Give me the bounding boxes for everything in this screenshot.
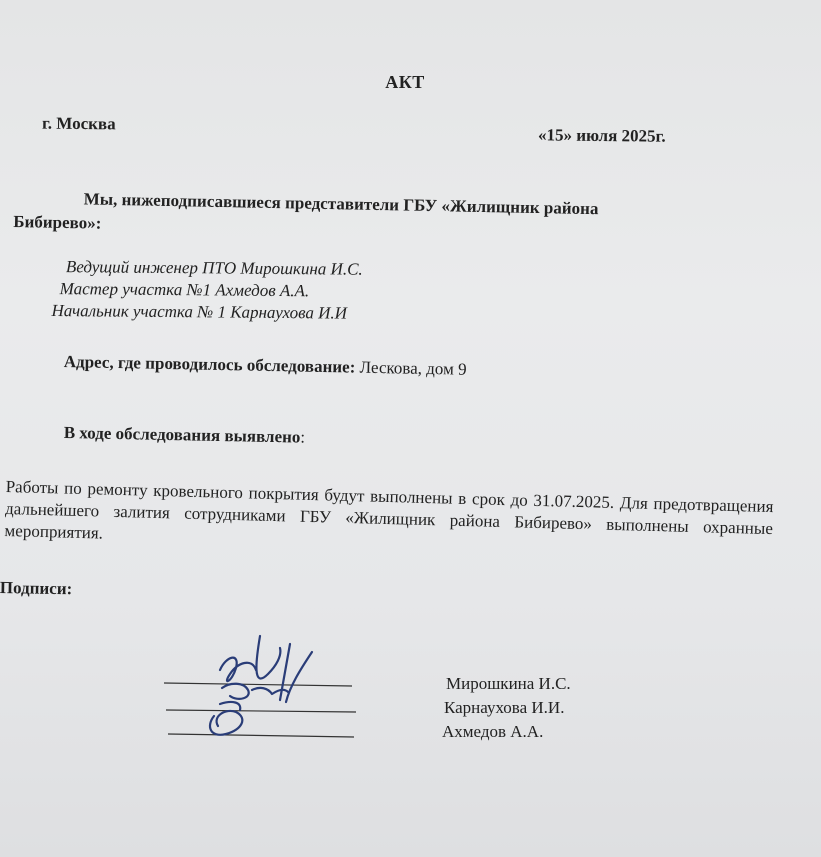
address-line: [64, 352, 467, 380]
commission-members: [51, 256, 362, 325]
member-item: Начальник участка № 1 Карнаухова И.И: [51, 300, 348, 323]
findings-text: Работы по ремонту кровельного покрытия будут выполнены в срок до 31.07.2025. Для предотвращения дальнейшего залития сотрудниками ГБУ «Жилищник района Бибирево» выполнены охранные мероприятия.: [4, 476, 774, 543]
signatory-name: Ахмедов А.А.: [442, 722, 544, 741]
document-date: «15» июля 2025г.: [537, 125, 666, 146]
address-value: Лескова, дом 9: [359, 357, 467, 379]
signatures-label: Подписи:: [0, 578, 73, 599]
findings-colon: :: [300, 427, 306, 447]
document-city: г. Москва: [41, 113, 116, 134]
document-title: АКТ: [385, 72, 425, 92]
signatory-name: Карнаухова И.И.: [444, 698, 565, 717]
signature-line: [166, 710, 356, 712]
signatories-list: [442, 672, 571, 744]
intro-paragraph: [13, 186, 780, 249]
signatory-name: Мирошкина И.С.: [446, 674, 571, 693]
findings-heading: [64, 423, 306, 448]
member-item: Ведущий инженер ПТО Мирошкина И.С.: [65, 257, 363, 279]
signature-line: [168, 734, 354, 737]
findings-label: В ходе обследования выявлено: [63, 423, 301, 447]
signature-block: [160, 630, 370, 750]
member-item: Мастер участка №1 Ахмедов А.А.: [59, 279, 310, 301]
intro-line-2: Бибирево»:: [13, 211, 102, 233]
signature-line: [164, 683, 352, 686]
address-label: Адрес, где проводилось обследование:: [63, 352, 356, 377]
intro-line-1: Мы, нижеподписавшиеся представители ГБУ «Жилищник района: [83, 189, 599, 219]
